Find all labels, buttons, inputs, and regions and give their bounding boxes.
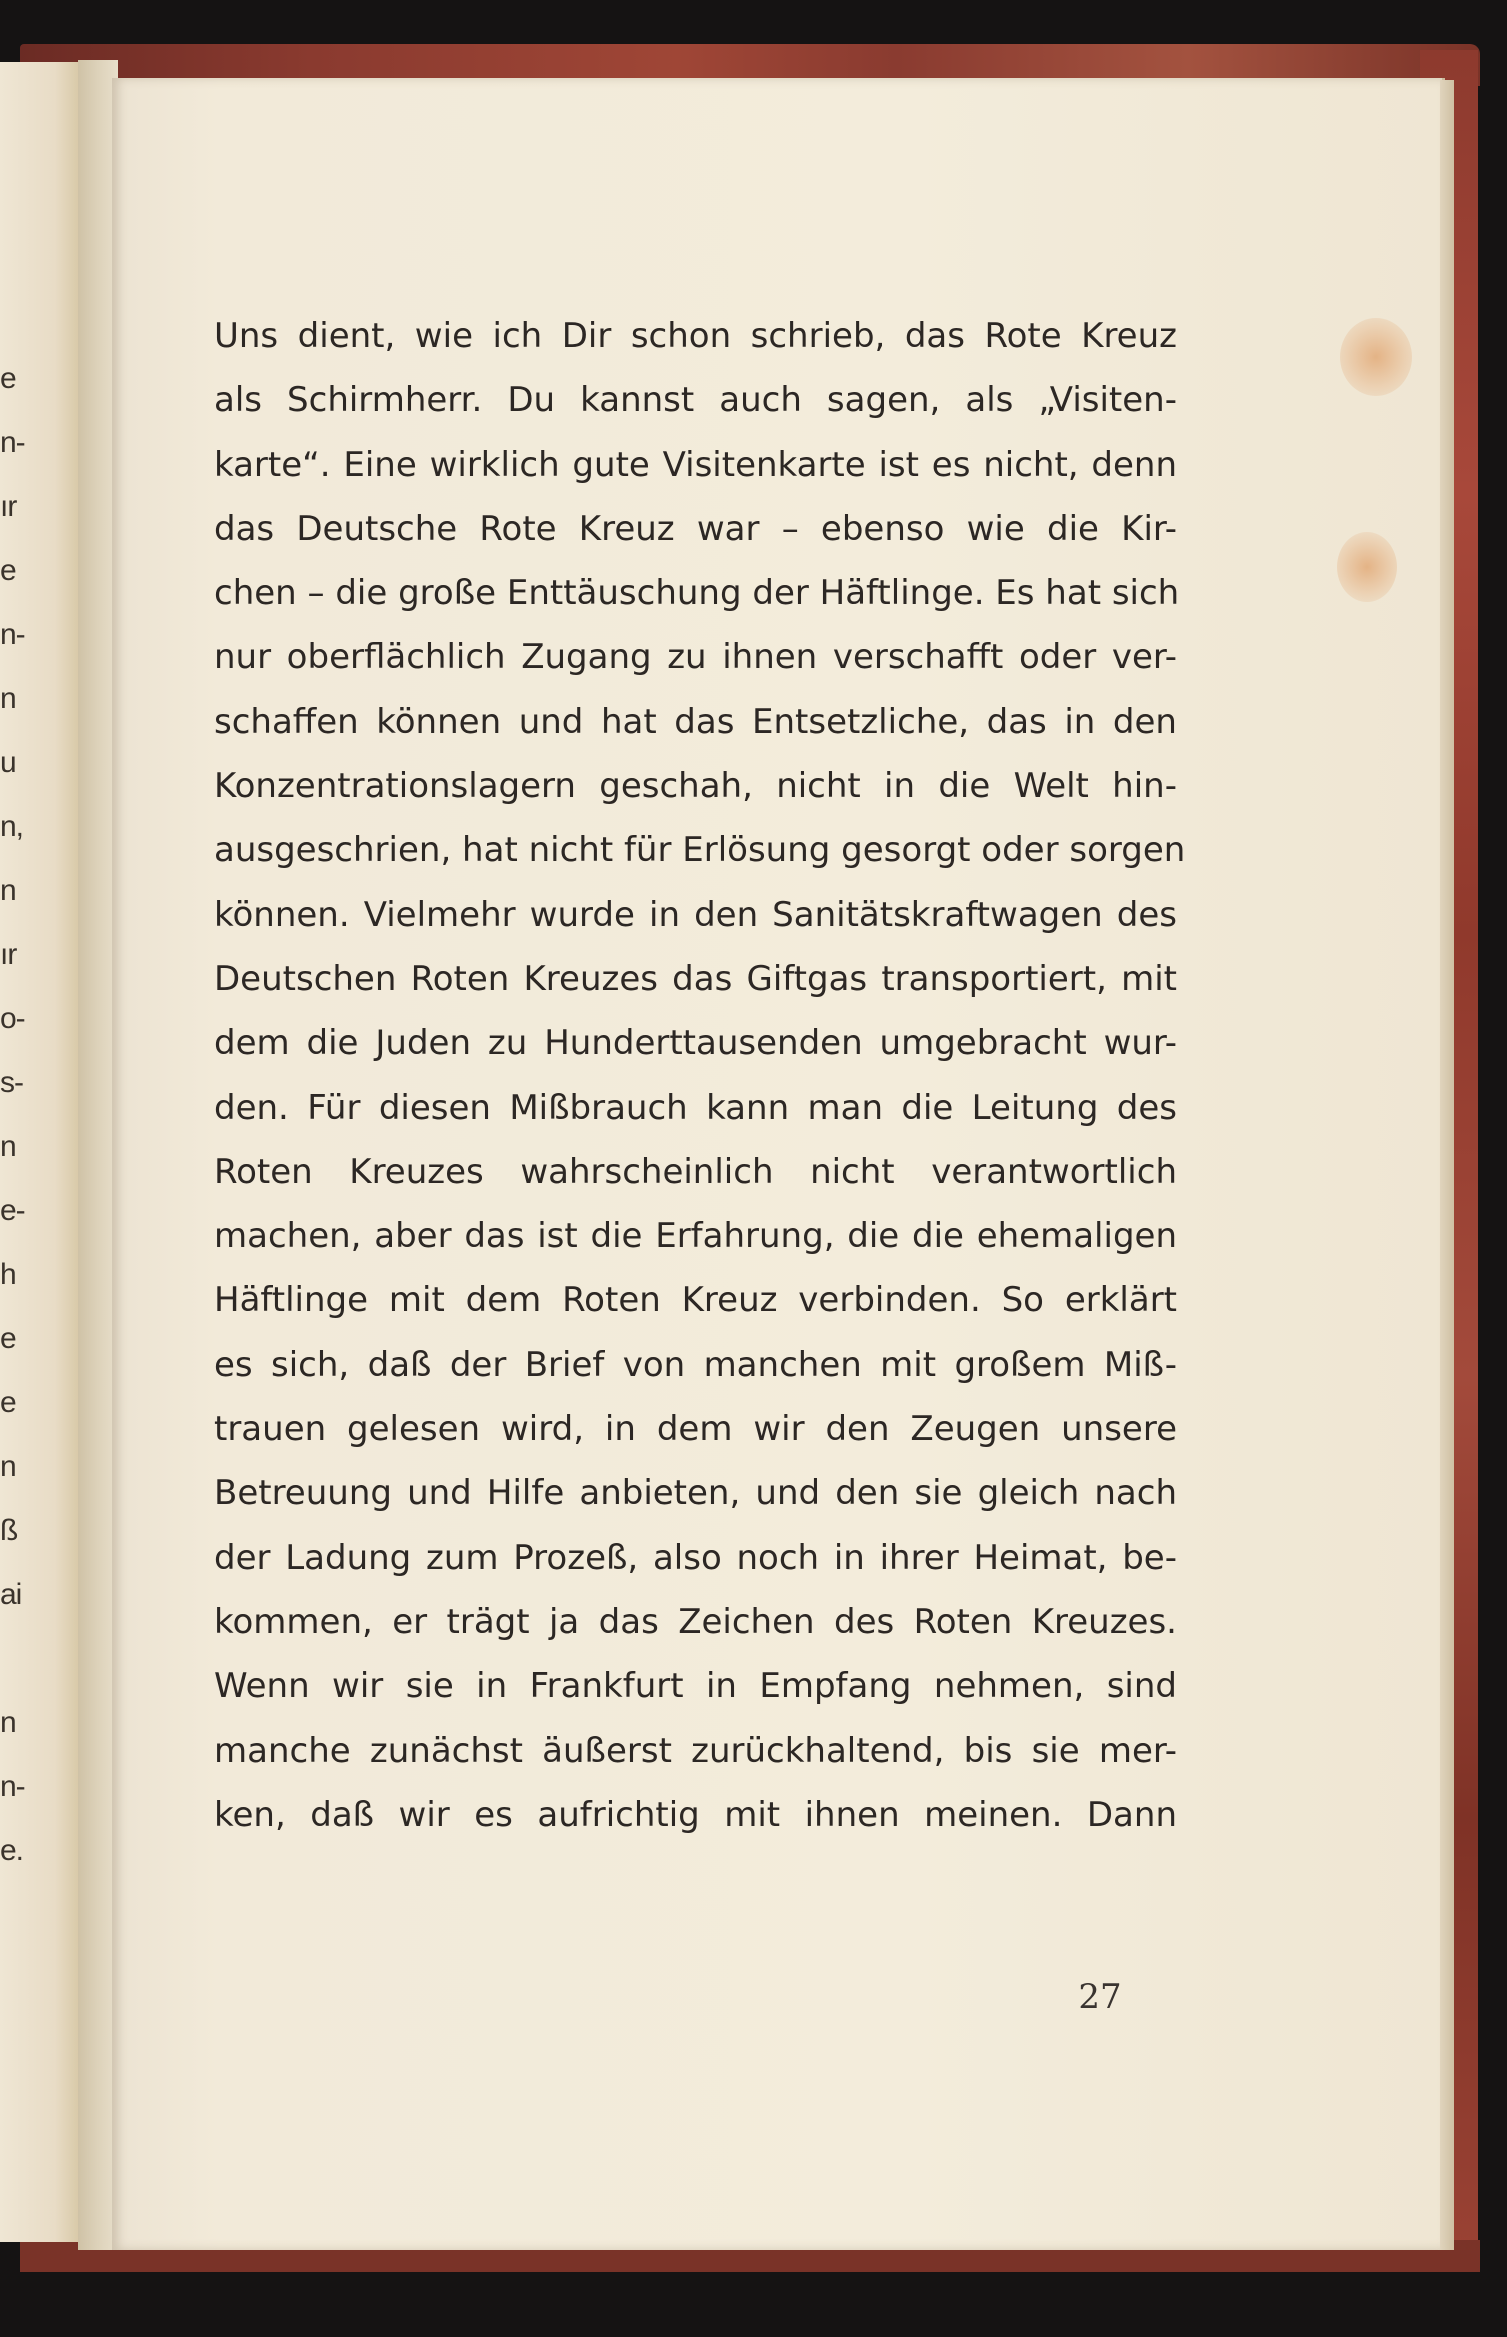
body-text [214,304,1186,1847]
facing-page-fragment: ır [0,938,17,971]
text-line: können. Vielmehr wurde in den Sanitätskraftwagen des [214,894,1177,935]
text-line: schaffen können und hat das Entsetzliche, das in den [214,701,1177,742]
facing-page-fragment: e [0,1322,16,1355]
text-line: den. Für diesen Mißbrauch kann man die Leitung des [214,1087,1177,1128]
facing-page-fragment: h [0,1258,16,1291]
facing-page-fragment: ß [0,1514,18,1547]
facing-page-fragment: e. [0,1834,24,1867]
text-line: der Ladung zum Prozeß, also noch in ihrer Heimat, be- [214,1537,1177,1578]
facing-page-fragment: s- [0,1066,23,1099]
facing-page-fragment: n- [0,618,25,651]
facing-page-fragment: n [0,1706,16,1739]
facing-page-fragment: n [0,1130,16,1163]
facing-page-fragment: e [0,362,16,395]
facing-page-fragment: n [0,682,16,715]
text-line: ken, daß wir es aufrichtig mit ihnen meinen. Dann [214,1794,1177,1835]
text-line: Konzentrationslagern geschah, nicht in die Welt hin- [214,766,1177,807]
facing-page-fragment: o- [0,1002,25,1035]
text-line: ausgeschrien, hat nicht für Erlösung gesorgt oder sorgen [214,830,1186,871]
text-line: kommen, er trägt ja das Zeichen des Roten Kreuzes. [214,1601,1177,1642]
facing-page-fragment: n- [0,1770,25,1803]
facing-page-fragment: n- [0,426,25,459]
page-number: 27 [1078,1977,1122,2017]
facing-page-fragment: e [0,1386,16,1419]
text-line: Deutschen Roten Kreuzes das Giftgas transportiert, mit [214,958,1177,999]
facing-page-fragment: n [0,1450,16,1483]
text-line: manche zunächst äußerst zurückhaltend, bis sie mer- [214,1730,1177,1771]
facing-page-fragment: u [0,746,16,779]
facing-page-fragment: n, [0,810,24,843]
facing-page-fragment: e [0,554,16,587]
text-line: karte“. Eine wirklich gute Visitenkarte ist es nicht, denn [214,444,1177,485]
text-line: nur oberflächlich Zugang zu ihnen verschafft oder ver- [214,637,1177,678]
paper-stain [1337,532,1397,602]
text-line: Häftlinge mit dem Roten Kreuz verbinden. So erklärt [214,1280,1177,1321]
facing-page-fragment: e- [0,1194,25,1227]
text-line: machen, aber das ist die Erfahrung, die die ehemaligen [214,1216,1177,1257]
text-line: Wenn wir sie in Frankfurt in Empfang nehmen, sind [214,1666,1177,1707]
text-line: Uns dient, wie ich Dir schon schrieb, das Rote Kreuz [214,316,1177,356]
paper-stain [1340,318,1412,396]
text-line: Betreuung und Hilfe anbieten, und den sie gleich nach [214,1473,1177,1514]
facing-page-fragment: ai [0,1578,22,1611]
facing-page [0,62,80,2242]
text-line: Roten Kreuzes wahrscheinlich nicht verantwortlich [214,1151,1177,1192]
text-line: chen – die große Enttäuschung der Häftlinge. Es hat sich [214,573,1180,614]
text-line: das Deutsche Rote Kreuz war – ebenso wie die Kir- [214,508,1177,549]
text-line: dem die Juden zu Hunderttausenden umgebracht wur- [214,1023,1177,1064]
facing-page-fragment: n [0,874,16,907]
text-line: es sich, daß der Brief von manchen mit großem Miß- [214,1344,1177,1385]
text-line: als Schirmherr. Du kannst auch sagen, als „Visiten- [214,380,1177,421]
text-line: trauen gelesen wird, in dem wir den Zeugen unsere [214,1409,1177,1450]
page-edge [1440,80,1454,2250]
facing-page-fragment: ır [0,490,17,523]
